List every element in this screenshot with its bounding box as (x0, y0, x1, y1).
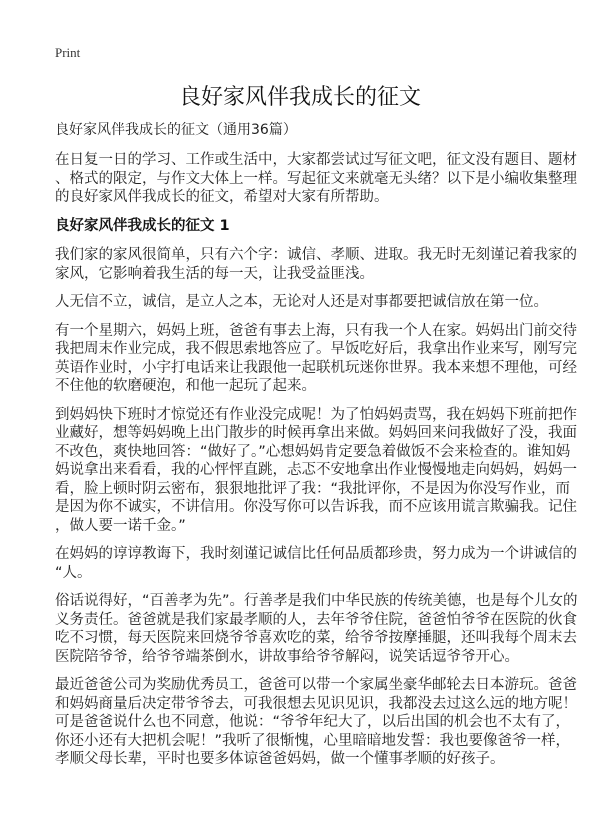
text-line: 可是爸爸说什么也不同意，他说：“爷爷年纪大了，以后出国的机会也不太有了， (55, 714, 571, 730)
paragraph (55, 676, 595, 769)
text-line: 在妈妈的谆谆教诲下，我时刻谨记诚信比任何品质都珍贵，努力成为一个讲诚信的 (55, 546, 577, 562)
text-line: 医院陪爷爷，给爷爷端茶倒水，讲故事给爷爷解闷，说笑话逗爷爷开心。 (55, 648, 519, 665)
text-line: 英语作业时，小宇打电话来让我跟他一起联机玩迷你世界。我本来想不理他，可经 (55, 359, 577, 376)
paragraph (55, 246, 595, 283)
intro-paragraph (55, 151, 595, 207)
text-line: 最近爸爸公司为奖励优秀员工，爸爸可以带一个家属坐豪华邮轮去日本游玩。爸爸 (55, 677, 577, 693)
paragraph (55, 406, 595, 536)
text-line: 吃不习惯，每天医院来回烧爷爷喜欢吃的菜，给爷爷按摩捶腿，还叫我每个周末去 (55, 630, 577, 646)
text-line: 、格式的限定，与作文大体上一样。写起征文来就毫无头绪？以下是小编收集整理 (55, 170, 577, 187)
subtitle: 良好家风伴我成长的征文（通用36篇） (55, 122, 297, 138)
text-line: 妈说拿出来看看，我的心怦怦直跳，忐忑不安地拿出作业慢慢地走向妈妈，妈妈一 (55, 462, 577, 478)
text-line: 我们家的家风很简单，只有六个字：诚信、孝顺、进取。我无时无刻谨记着我家的 (55, 247, 577, 263)
text-line: 在日复一日的学习、工作或生活中，大家都尝试过写征文吧，征文没有题目、题材 (55, 152, 577, 168)
text-line: 你还小还有大把机会呢！”我听了很惭愧，心里暗暗地发誓：我也要像爸爷一样， (55, 732, 571, 749)
text-line: 的良好家风伴我成长的征文，希望对大家有所帮助。 (55, 189, 389, 205)
paragraph (55, 545, 595, 582)
text-line: 业藏好，想等妈妈晚上出门散步的时候再拿出来做。妈妈回来问我做好了没，我面 (55, 425, 577, 441)
paragraph (55, 322, 595, 396)
text-line: 和妈妈商量后决定带爷爷去，可我很想去见识见识，我都没去过这么远的地方呢！ (55, 695, 577, 712)
text-line: 是因为你不诚实，不讲信用。你没写你可以告诉我，而不应该用谎言欺骗我。记住 (55, 499, 577, 515)
paragraph (55, 293, 595, 312)
text-line: ，做人要一诺千金。” (55, 517, 186, 534)
text-line: 家风，它影响着我生活的每一天，让我受益匪浅。 (55, 265, 374, 282)
text-line: 人无信不立，诚信，是立人之本，无论对人还是对事都要把诚信放在第一位。 (55, 294, 548, 310)
text-line: “人。 (55, 564, 92, 581)
text-line: 不住他的软磨硬泡，和他一起玩了起来。 (55, 378, 316, 394)
page-title: 良好家风伴我成长的征文 (178, 85, 421, 110)
text-line: 有一个星期六，妈妈上班，爸爸有事去上海，只有我一个人在家。妈妈出门前交待 (55, 322, 577, 339)
text-line: 孝顺父母长辈，平时也要多体谅爸爸妈妈，做一个懂事孝顺的好孩子。 (55, 751, 505, 767)
section-heading: 良好家风伴我成长的征文 1 (55, 217, 230, 234)
text-line: 我把周末作业完成，我不假思索地答应了。早饭吃好后，我拿出作业来写，刚写完 (55, 341, 577, 357)
paragraph (55, 592, 595, 666)
article-body (55, 151, 595, 779)
text-line: 不改色，爽快地回答：“做好了。”心想妈妈肯定要急着做饭不会来检查的。谁知妈 (55, 443, 571, 460)
text-line: 俗话说得好，“百善孝为先”。行善孝是我们中华民族的传统美德，也是每个儿女的 (55, 593, 578, 609)
text-line: 看，脸上顿时阴云密布，狠狠地批评了我：“我批评你，不是因为你没写作业，而 (55, 480, 571, 497)
text-line: 到妈妈快下班时才惊觉还有作业没完成呢！为了怕妈妈责骂，我在妈妈下班前把作 (55, 406, 577, 423)
print-link[interactable]: Print (55, 45, 81, 60)
text-line: 义务责任。爸爸就是我们家最孝顺的人，去年爷爷住院，爸爸怕爷爷在医院的伙食 (55, 611, 577, 628)
